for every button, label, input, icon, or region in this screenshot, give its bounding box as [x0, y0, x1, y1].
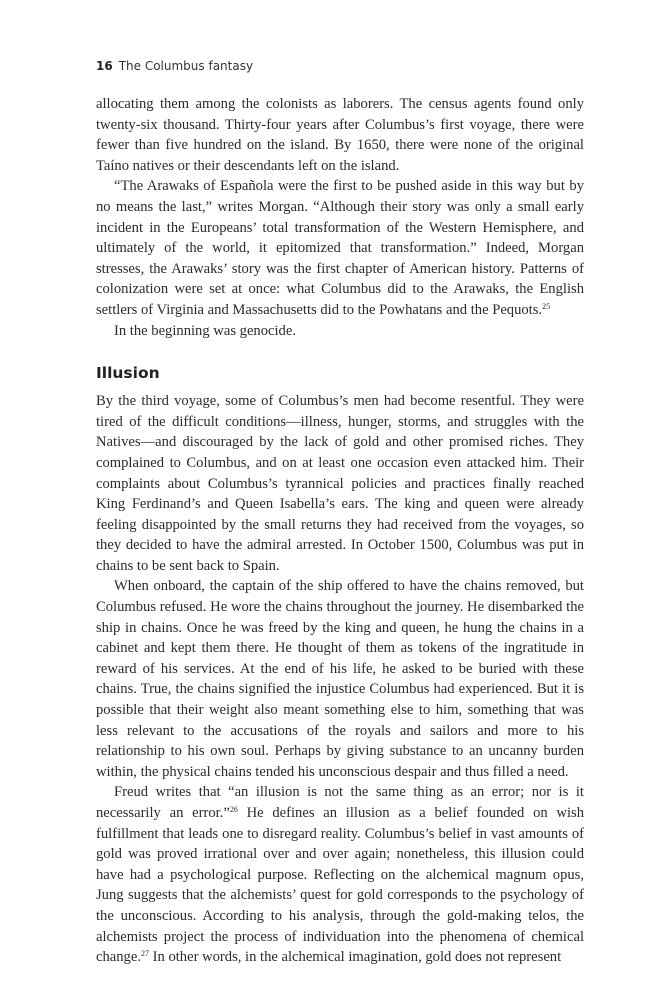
paragraph: [96, 782, 584, 967]
page-number: 16: [96, 59, 113, 73]
footnote-marker: 27: [140, 949, 149, 959]
paragraph-text: “The Arawaks of Española were the first to be pushed aside in this way but by no means the last,” writes Morgan. “Although their story was only a small early incident in the Europeans’ total transformation of the Western Hemisphere, and ultimately of the world, it epitomized that transformation.” Indeed, Morgan stresses, the Arawaks’ story was the first chapter of American history. Patterns of colonization were set at once: what Columbus did to the Arawaks, the English settlers of Virginia and Massachusetts did to the Powhatans and the Pequots.: [96, 178, 584, 318]
paragraph: allocating them among the colonists as laborers. The census agents found only twenty-six thousand. Thirty-four years after Columbus’s first voyage, there were fewer than five hundred on the island. By 1650, there were none of the original Taíno natives or their descendants left on the island.: [96, 96, 584, 174]
paragraph: By the third voyage, some of Columbus’s men had become resentful. They were tired of the difficult conditions—illness, hunger, storms, and struggles with the Natives—and discouraged by the lack of gold and other promised riches. They complained to Columbus, and on at least one occasion even attacked him. Their complaints about Columbus’s tyrannical policies and practices finally reached King Ferdinand’s and Queen Isabella’s ears. The king and queen were already feeling disappointed by the small returns they had received from the voyages, so they decided to have the admiral arrested. In October 1500, Columbus was put in chains to be sent back to Spain.: [96, 393, 584, 574]
paragraph: When onboard, the captain of the ship offered to have the chains removed, but Columbus refused. He wore the chains throughout the journey. He disembarked the ship in chains. Once he was freed by the king and queen, he hung the chains in a cabinet and kept them there. He thought of them as tokens of the ingratitude in reward of his services. At the end of his life, he asked to be buried with these chains. True, the chains signified the injustice Columbus had experienced. But it is possible that their weight also meant something else to him, something that was less relevant to the accusations of the royals and sailors and more to his relationship to his own soul. Perhaps by giving substance to an uncanny burden within, the physical chains tended his unconscious despair and thus filled a need.: [96, 578, 584, 780]
paragraph-text: In other words, in the alchemical imagination, gold does not represent: [148, 949, 562, 966]
paragraph-text: He defines an illusion as a belief founded on wish fulfillment that leads one to disregard reality. Columbus’s belief in vast amounts of gold was proved irrational over and over again; nonetheless, this illusion could have had a psychological purpose. Reflecting on the alchemical magnum opus, Jung suggests that the alchemists’ quest for gold corresponds to the psychology of the unconscious. According to his analysis, through the gold-making telos, the alchemists project the process of individuation into the phenomena of chemical change.: [96, 805, 585, 966]
paragraph: In the beginning was genocide.: [114, 322, 296, 339]
footnote-marker: 26: [229, 805, 238, 814]
section-heading: Illusion: [96, 364, 160, 383]
running-header: [96, 59, 253, 73]
running-title: The Columbus fantasy: [118, 59, 254, 73]
body-text: [96, 94, 584, 968]
paragraph: [96, 176, 584, 320]
paragraph-text: Freud writes that “an illusion is not the same thing as an error; nor is it necessarily an error.”: [96, 784, 584, 821]
footnote-marker: 25: [542, 301, 551, 311]
